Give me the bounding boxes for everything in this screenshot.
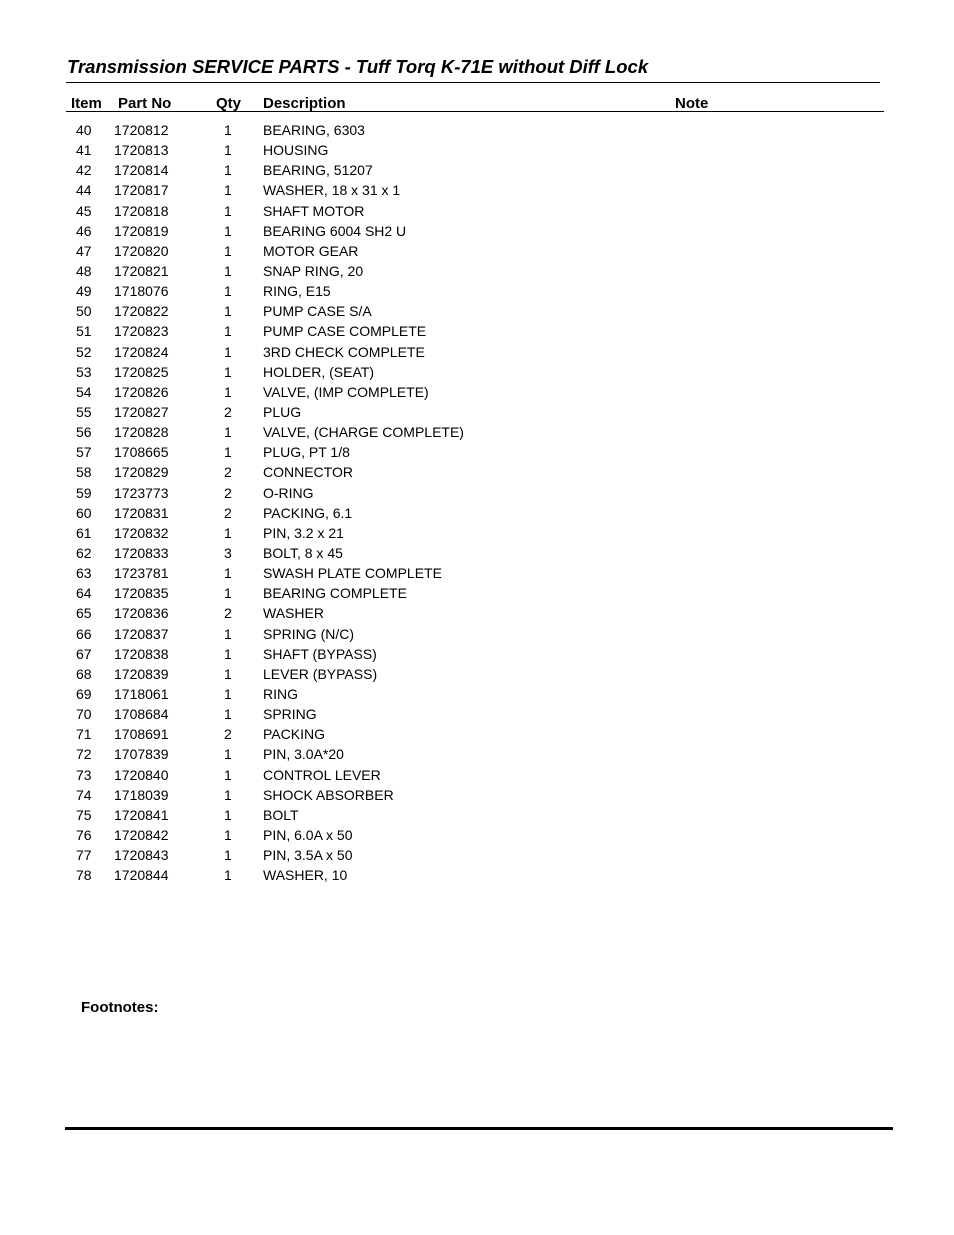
header-note: Note	[675, 95, 709, 112]
row-item: 56	[76, 424, 92, 441]
row-item: 51	[76, 323, 92, 340]
row-part-no: 1720818	[114, 202, 169, 219]
row-qty: 1	[224, 424, 232, 441]
row-description: PLUG, PT 1/8	[263, 444, 350, 461]
header-item: Item	[71, 95, 102, 112]
row-qty: 1	[224, 122, 232, 138]
row-description: CONNECTOR	[263, 464, 353, 481]
table-row	[0, 523, 954, 543]
row-description: VALVE, (IMP COMPLETE)	[263, 383, 429, 400]
row-part-no: 1720817	[114, 182, 169, 199]
row-item: 53	[76, 363, 92, 380]
row-description: VALVE, (CHARGE COMPLETE)	[263, 424, 464, 441]
table-row	[0, 684, 954, 704]
row-qty: 2	[224, 504, 232, 521]
row-description: PIN, 3.5A x 50	[263, 847, 353, 864]
row-item: 72	[76, 746, 92, 763]
row-description: O-RING	[263, 484, 314, 501]
row-qty: 1	[224, 303, 232, 320]
row-qty: 1	[224, 182, 232, 199]
row-part-no: 1708665	[114, 444, 169, 461]
row-description: PIN, 3.2 x 21	[263, 524, 344, 541]
row-part-no: 1720844	[114, 867, 169, 884]
row-part-no: 1720842	[114, 826, 169, 843]
header-qty: Qty	[216, 95, 242, 112]
row-qty: 1	[224, 242, 232, 259]
row-item: 63	[76, 565, 92, 582]
row-item: 45	[76, 202, 92, 219]
row-item: 59	[76, 484, 92, 501]
row-description: SHAFT (BYPASS)	[263, 645, 377, 662]
table-row	[0, 805, 954, 825]
table-row	[0, 382, 954, 402]
row-part-no: 1720829	[114, 464, 169, 481]
row-description: LEVER (BYPASS)	[263, 665, 378, 682]
row-part-no: 1708684	[114, 706, 169, 723]
row-item: 73	[76, 766, 92, 783]
row-qty: 1	[224, 383, 232, 400]
header-divider	[66, 111, 884, 112]
row-part-no: 1720826	[114, 383, 169, 400]
row-part-no: 1707839	[114, 746, 169, 763]
row-item: 41	[76, 142, 92, 159]
row-description: MOTOR GEAR	[263, 242, 359, 259]
row-part-no: 1720813	[114, 142, 169, 159]
row-part-no: 1720820	[114, 242, 169, 259]
table-row	[0, 785, 954, 805]
row-item: 68	[76, 665, 92, 682]
row-description: SHAFT MOTOR	[263, 202, 365, 219]
row-qty: 1	[224, 645, 232, 662]
row-part-no: 1720828	[114, 424, 169, 441]
bottom-divider	[65, 1127, 893, 1130]
row-part-no: 1720836	[114, 605, 169, 622]
row-qty: 1	[224, 343, 232, 360]
row-description: WASHER, 10	[263, 867, 348, 884]
row-description: BOLT, 8 x 45	[263, 544, 343, 561]
table-row	[0, 865, 954, 885]
parts-table	[0, 120, 954, 885]
row-qty: 1	[224, 202, 232, 219]
table-row	[0, 744, 954, 764]
row-qty: 1	[224, 847, 232, 864]
row-item: 50	[76, 303, 92, 320]
row-description: HOLDER, (SEAT)	[263, 363, 374, 380]
row-qty: 1	[224, 585, 232, 602]
row-qty: 1	[224, 786, 232, 803]
table-row	[0, 563, 954, 583]
row-part-no: 1723781	[114, 565, 169, 582]
row-qty: 1	[224, 323, 232, 340]
row-item: 49	[76, 283, 92, 300]
row-description: BEARING 6004 SH2 U	[263, 222, 407, 239]
row-item: 55	[76, 403, 92, 420]
row-item: 44	[76, 182, 92, 199]
row-item: 42	[76, 162, 92, 179]
row-part-no: 1720832	[114, 524, 169, 541]
row-qty: 2	[224, 605, 232, 622]
row-part-no: 1720827	[114, 403, 169, 420]
row-description: CONTROL LEVER	[263, 766, 381, 783]
table-row	[0, 845, 954, 865]
row-qty: 1	[224, 565, 232, 582]
row-qty: 1	[224, 826, 232, 843]
row-part-no: 1720833	[114, 544, 169, 561]
row-qty: 2	[224, 726, 232, 743]
row-part-no: 1720823	[114, 323, 169, 340]
row-description: SNAP RING, 20	[263, 262, 364, 279]
row-item: 46	[76, 222, 92, 239]
row-item: 70	[76, 706, 92, 723]
table-row	[0, 402, 954, 422]
row-description: RING	[263, 685, 298, 702]
table-row	[0, 825, 954, 845]
table-row	[0, 180, 954, 200]
row-part-no: 1720837	[114, 625, 169, 642]
row-description: PUMP CASE COMPLETE	[263, 323, 427, 340]
row-description: SWASH PLATE COMPLETE	[263, 565, 442, 582]
row-part-no: 1720835	[114, 585, 169, 602]
row-qty: 1	[224, 444, 232, 461]
table-row	[0, 704, 954, 724]
table-row	[0, 362, 954, 382]
table-row	[0, 140, 954, 160]
row-qty: 1	[224, 867, 232, 884]
row-part-no: 1720822	[114, 303, 169, 320]
row-item: 52	[76, 343, 92, 360]
row-item: 58	[76, 464, 92, 481]
row-description: BOLT	[263, 806, 299, 823]
title-divider	[66, 82, 880, 83]
row-part-no: 1723773	[114, 484, 169, 501]
row-part-no: 1720840	[114, 766, 169, 783]
table-row	[0, 241, 954, 261]
table-row	[0, 301, 954, 321]
row-qty: 2	[224, 464, 232, 481]
row-qty: 1	[224, 746, 232, 763]
table-row	[0, 120, 954, 140]
row-description: BEARING COMPLETE	[263, 585, 407, 602]
row-description: PACKING, 6.1	[263, 504, 353, 521]
row-part-no: 1718076	[114, 283, 169, 300]
row-qty: 1	[224, 685, 232, 702]
header-part-no: Part No	[118, 95, 172, 112]
row-qty: 1	[224, 806, 232, 823]
table-row	[0, 624, 954, 644]
row-qty: 1	[224, 706, 232, 723]
table-row	[0, 543, 954, 563]
row-part-no: 1720843	[114, 847, 169, 864]
table-row	[0, 462, 954, 482]
row-qty: 1	[224, 363, 232, 380]
row-item: 65	[76, 605, 92, 622]
row-item: 57	[76, 444, 92, 461]
table-row	[0, 281, 954, 301]
table-row	[0, 201, 954, 221]
row-part-no: 1720821	[114, 262, 169, 279]
table-row	[0, 422, 954, 442]
row-part-no: 1718039	[114, 786, 169, 803]
row-qty: 1	[224, 524, 232, 541]
row-description: WASHER, 18 x 31 x 1	[263, 182, 401, 199]
row-qty: 3	[224, 544, 232, 561]
row-item: 62	[76, 544, 92, 561]
row-description: WASHER	[263, 605, 324, 622]
row-qty: 1	[224, 222, 232, 239]
row-item: 61	[76, 524, 92, 541]
row-item: 74	[76, 786, 92, 803]
row-description: 3RD CHECK COMPLETE	[263, 343, 425, 360]
row-description: PIN, 6.0A x 50	[263, 826, 353, 843]
row-qty: 1	[224, 665, 232, 682]
row-part-no: 1720841	[114, 806, 169, 823]
row-description: PLUG	[263, 403, 302, 420]
row-item: 60	[76, 504, 92, 521]
table-row	[0, 644, 954, 664]
table-row	[0, 765, 954, 785]
row-part-no: 1708691	[114, 726, 169, 743]
row-description: HOUSING	[263, 142, 329, 159]
row-qty: 1	[224, 766, 232, 783]
table-row	[0, 724, 954, 744]
footnotes-label: Footnotes:	[81, 999, 159, 1016]
row-description: PUMP CASE S/A	[263, 303, 372, 320]
table-row	[0, 342, 954, 362]
row-description: SHOCK ABSORBER	[263, 786, 394, 803]
table-row	[0, 261, 954, 281]
row-qty: 1	[224, 625, 232, 642]
row-qty: 1	[224, 262, 232, 279]
row-item: 77	[76, 847, 92, 864]
table-row	[0, 160, 954, 180]
table-row	[0, 503, 954, 523]
table-row	[0, 442, 954, 462]
table-row	[0, 664, 954, 684]
row-item: 76	[76, 826, 92, 843]
row-description: PACKING	[263, 726, 325, 743]
table-row	[0, 483, 954, 503]
row-item: 47	[76, 242, 92, 259]
row-item: 66	[76, 625, 92, 642]
row-part-no: 1720838	[114, 645, 169, 662]
row-item: 67	[76, 645, 92, 662]
row-description: SPRING	[263, 706, 317, 723]
row-qty: 1	[224, 283, 232, 300]
row-item: 69	[76, 685, 92, 702]
page-title: Transmission SERVICE PARTS - Tuff Torq K-71E without Diff Lock	[67, 56, 649, 77]
row-part-no: 1720831	[114, 504, 169, 521]
row-description: SPRING (N/C)	[263, 625, 354, 642]
header-description: Description	[263, 95, 346, 112]
row-item: 64	[76, 585, 92, 602]
row-description: BEARING, 6303	[263, 122, 365, 138]
row-description: RING, E15	[263, 283, 331, 300]
row-description: BEARING, 51207	[263, 162, 373, 179]
row-part-no: 1720825	[114, 363, 169, 380]
row-qty: 1	[224, 162, 232, 179]
row-qty: 2	[224, 403, 232, 420]
row-part-no: 1718061	[114, 685, 169, 702]
row-description: PIN, 3.0A*20	[263, 746, 344, 763]
row-part-no: 1720812	[114, 122, 169, 138]
row-part-no: 1720819	[114, 222, 169, 239]
row-item: 40	[76, 122, 92, 138]
row-qty: 1	[224, 142, 232, 159]
table-row	[0, 321, 954, 341]
table-row	[0, 221, 954, 241]
row-item: 75	[76, 806, 92, 823]
row-part-no: 1720814	[114, 162, 169, 179]
row-item: 54	[76, 383, 92, 400]
row-item: 78	[76, 867, 92, 884]
row-part-no: 1720824	[114, 343, 169, 360]
row-part-no: 1720839	[114, 665, 169, 682]
table-row	[0, 603, 954, 623]
row-item: 48	[76, 262, 92, 279]
table-row	[0, 583, 954, 603]
row-qty: 2	[224, 484, 232, 501]
row-item: 71	[76, 726, 92, 743]
